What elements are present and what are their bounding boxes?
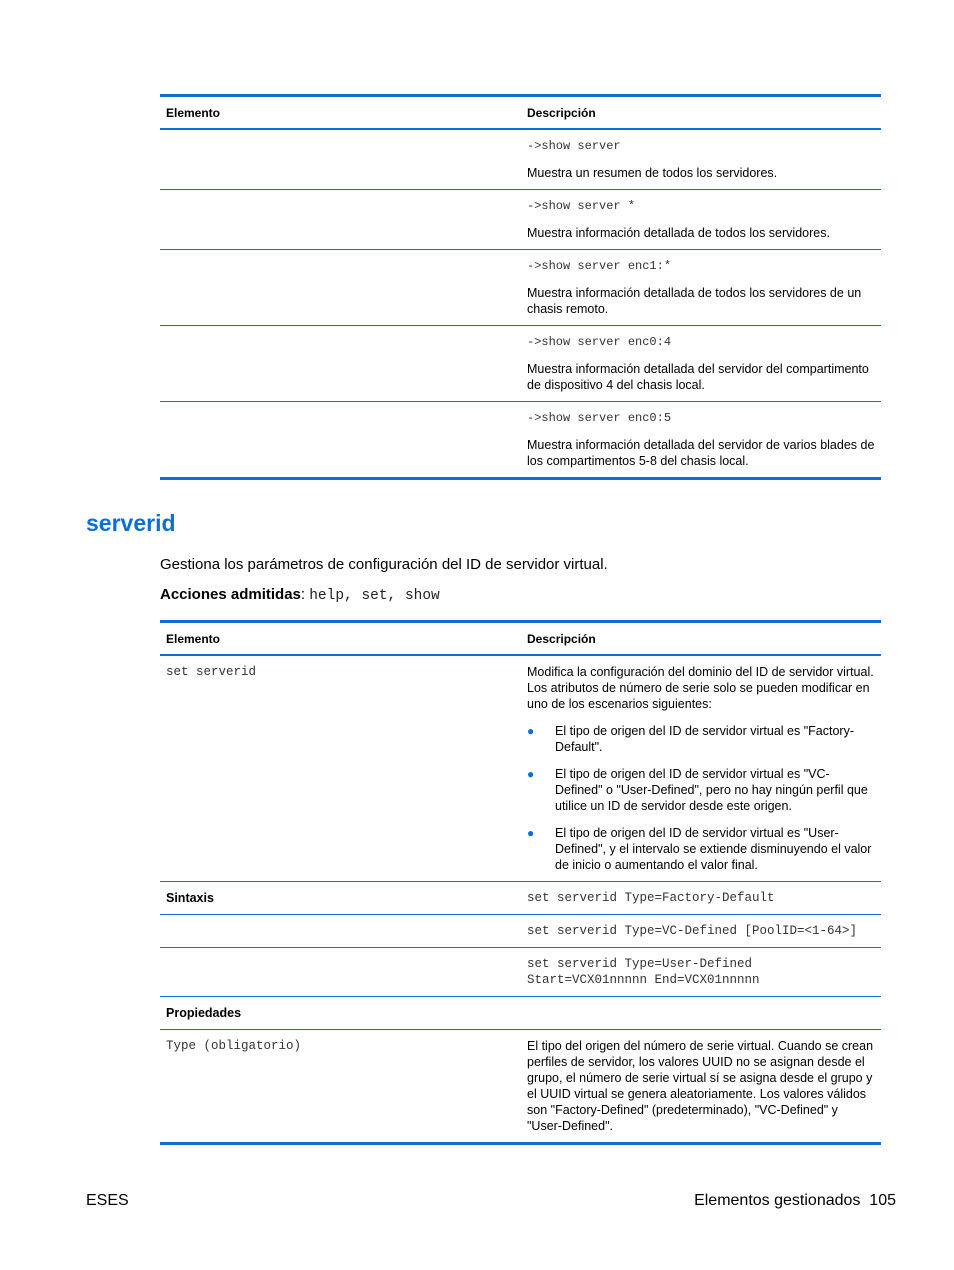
command-code: ->show server enc0:4 xyxy=(527,335,672,349)
list-item xyxy=(527,723,875,755)
command-code: ->show server * xyxy=(527,199,636,213)
actions-label: Acciones admitidas xyxy=(160,586,301,603)
description-cell xyxy=(521,656,881,881)
element-cell xyxy=(160,402,521,477)
description-cell xyxy=(521,402,881,477)
table-row xyxy=(160,402,881,477)
syntax-line: Start=VCX01nnnnn End=VCX01nnnnn xyxy=(527,973,760,987)
table-header xyxy=(160,97,881,130)
description-cell xyxy=(521,326,881,401)
description-cell: El tipo del origen del número de serie virtual. Cuando se crean perfiles de servidor, los valores UUID no se asignan desde el grupo, el número de serie virtual sí se asigna desde el grupo y el UUID virtual se genera aleatoriamente. Los valores válidos son "Factory-Defined" (predeterminado), "VC-Defined" y "User-Defined". xyxy=(527,1039,874,1133)
command-code: ->show server xyxy=(527,139,621,153)
syntax-line: set serverid Type=User-Defined xyxy=(527,957,753,971)
table-bottom-rule xyxy=(160,1142,881,1145)
command-description: Muestra información detallada de todos los servidores de un chasis remoto. xyxy=(527,286,862,316)
actions-values: help, set, show xyxy=(309,588,440,604)
table-bottom-rule xyxy=(160,477,881,480)
bullet-icon: ● xyxy=(527,826,535,840)
syntax-label: Sintaxis xyxy=(166,891,214,905)
set-description: Modifica la configuración del dominio del ID de servidor virtual. Los atributos de número de serie solo se pueden modificar en uno de los escenarios siguientes: xyxy=(527,665,874,711)
element-cell xyxy=(160,190,521,249)
bullet-icon: ● xyxy=(527,767,535,781)
element-cell xyxy=(160,326,521,401)
properties-row xyxy=(160,997,881,1030)
element-cell xyxy=(160,250,521,325)
table-row xyxy=(160,130,881,190)
bullet-icon: ● xyxy=(527,724,535,738)
properties-label: Propiedades xyxy=(166,1006,242,1020)
element-cell: Type (obligatorio) xyxy=(166,1039,302,1053)
list-item-text: El tipo de origen del ID de servidor virtual es "Factory-Default". xyxy=(555,724,855,754)
show-server-table xyxy=(160,94,881,480)
supported-actions xyxy=(160,586,440,604)
scenario-list xyxy=(527,723,875,873)
syntax-row xyxy=(160,948,881,997)
serverid-table xyxy=(160,620,881,1145)
footer-right xyxy=(694,1192,896,1210)
table-header xyxy=(160,623,881,656)
footer-section-name: Elementos gestionados xyxy=(694,1192,861,1209)
list-item-text: El tipo de origen del ID de servidor virtual es "VC-Defined" o "User-Defined", pero no hay ningún perfil que utilice un ID de servidor desde este origen. xyxy=(555,767,868,813)
syntax-code: set serverid Type=VC-Defined [PoolID=<1-64>] xyxy=(527,924,858,938)
description-cell xyxy=(521,250,881,325)
set-serverid-row xyxy=(160,656,881,882)
command-code: ->show server enc0:5 xyxy=(527,411,672,425)
page-number: 105 xyxy=(869,1192,896,1209)
table-row xyxy=(160,250,881,326)
header-element: Elemento xyxy=(166,631,221,646)
actions-separator: : xyxy=(300,586,310,603)
header-description: Descripción xyxy=(527,105,596,120)
command-description: Muestra información detallada de todos los servidores. xyxy=(527,226,830,240)
command-code: ->show server enc1:* xyxy=(527,259,672,273)
type-row xyxy=(160,1030,881,1142)
element-cell xyxy=(160,948,521,996)
table-row xyxy=(160,190,881,250)
section-intro: Gestiona los parámetros de configuración del ID de servidor virtual. xyxy=(160,556,608,573)
command-description: Muestra información detallada del servidor de varios blades de los compartimentos 5-8 del chasis local. xyxy=(527,438,875,468)
command-description: Muestra un resumen de todos los servidores. xyxy=(527,166,778,180)
list-item xyxy=(527,766,875,814)
header-description: Descripción xyxy=(527,631,596,646)
list-item-text: El tipo de origen del ID de servidor virtual es "User-Defined", y el intervalo se extiende disminuyendo el valor de inicio o aumentando el valor final. xyxy=(555,826,872,872)
element-cell xyxy=(160,915,521,947)
syntax-row xyxy=(160,915,881,948)
description-cell xyxy=(521,130,881,189)
description-cell xyxy=(521,997,881,1029)
header-element: Elemento xyxy=(166,105,221,120)
element-cell xyxy=(160,130,521,189)
syntax-code-block xyxy=(521,948,881,996)
table-row xyxy=(160,326,881,402)
footer-left: ESES xyxy=(86,1192,129,1209)
description-cell xyxy=(521,190,881,249)
syntax-row xyxy=(160,882,881,915)
section-title: serverid xyxy=(86,510,176,536)
command-description: Muestra información detallada del servidor del compartimento de dispositivo 4 del chasis local. xyxy=(527,362,869,392)
element-cell: set serverid xyxy=(166,665,257,679)
list-item xyxy=(527,825,875,873)
syntax-code: set serverid Type=Factory-Default xyxy=(527,891,775,905)
